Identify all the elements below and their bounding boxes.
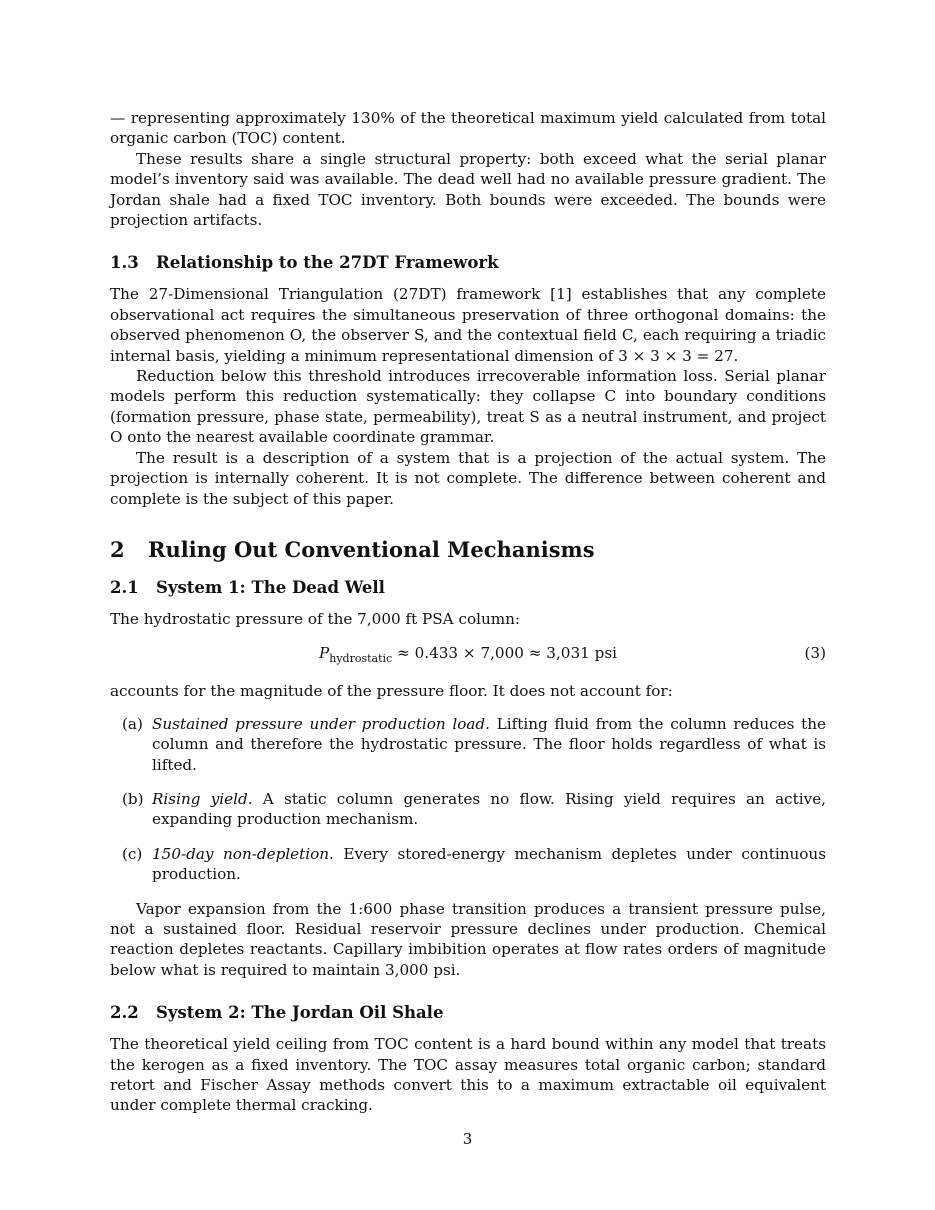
item-label: (c): [122, 844, 143, 863]
section-title: System 1: The Dead Well: [156, 577, 385, 597]
list-item: [110, 789, 826, 830]
item-text: A static column generates no flow. Rising yield requires an active, expanding production mechanism.: [152, 789, 827, 829]
section-number: 2.2: [110, 1003, 139, 1023]
list-item: [110, 714, 826, 775]
equation-lhs: P: [319, 644, 330, 663]
section-title: System 2: The Jordan Oil Shale: [156, 1003, 444, 1023]
section-title: Ruling Out Conventional Mechanisms: [148, 536, 595, 562]
framework-paragraph: The 27-Dimensional Triangulation (27DT) framework [1] establishes that any complete observational act requires the simultaneous preservation of three orthogonal domains: the observed phenomenon O, the observer S, and the contextual field C, each requiring a triadic internal basis, yielding a minimum representational dimension of 3 × 3 × 3 = 27.: [110, 285, 826, 365]
list-item: [110, 844, 826, 885]
equation-body: [319, 643, 617, 669]
item-text: Lifting fluid from the column reduces the column and therefore the hydrostatic pressure. The floor holds regardless of what is lifted.: [152, 714, 826, 774]
projection-paragraph: The result is a description of a system that is a projection of the actual system. The projection is internally coherent. It is not complete. The difference between coherent and complete is the subject of this paper.: [110, 448, 826, 508]
equation-subscript: hydrostatic: [329, 652, 393, 666]
section-heading-2-1: [110, 577, 826, 599]
page-number: 3: [462, 1130, 473, 1148]
vapor-paragraph: Vapor expansion from the 1:600 phase transition produces a transient pressure pulse, not a sustained floor. Residual reservoir pressure declines under production. Chemical reaction depletes reactants. Capillary imbibition operates at flow rates orders of magnitude below what is required to maintain 3,000 psi.: [110, 899, 826, 979]
item-text: Every stored-energy mechanism depletes under continuous production.: [152, 844, 827, 884]
item-lead: 150-day non-depletion.: [152, 844, 334, 863]
toc-paragraph: The theoretical yield ceiling from TOC content is a hard bound within any model that treats the kerogen as a fixed inventory. The TOC assay measures total organic carbon; standard retort and Fischer Assay methods convert this to a maximum extractable oil equivalent under complete thermal cracking.: [110, 1035, 826, 1115]
continued-paragraph: — representing approximately 130% of the theoretical maximum yield calculated from total organic carbon (TOC) content.: [110, 109, 826, 148]
section-heading-2: [110, 537, 826, 563]
paper-page: [110, 108, 826, 1116]
section-number: 2: [110, 536, 125, 562]
item-lead: Rising yield.: [152, 789, 253, 808]
item-label: (a): [122, 714, 143, 733]
section-heading-1-3: [110, 252, 826, 274]
section-title: Relationship to the 27DT Framework: [156, 253, 499, 273]
enumerated-list: [110, 714, 826, 885]
equation-3: [110, 643, 826, 667]
results-paragraph: These results share a single structural property: both exceed what the serial planar model’s inventory said was available. The dead well had no available pressure gradient. The Jordan shale had a fixed TOC inventory. Both bounds were exceeded. The bounds were projection artifacts.: [110, 149, 826, 230]
section-number: 2.1: [110, 577, 139, 597]
item-label: (b): [122, 789, 144, 808]
equation-number: (3): [804, 644, 826, 663]
hydrostatic-lead: The hydrostatic pressure of the 7,000 ft PSA column:: [110, 609, 521, 628]
section-heading-2-2: [110, 1002, 826, 1024]
item-lead: Sustained pressure under production load.: [152, 714, 490, 733]
reduction-paragraph: Reduction below this threshold introduces irrecoverable information loss. Serial planar models perform this reduction systematically: they collapse C into boundary conditions (formation pressure, phase state, permeability), treat S as a neutral instrument, and project O onto the nearest available coordinate grammar.: [110, 367, 826, 447]
accounts-paragraph: accounts for the magnitude of the pressure floor. It does not account for:: [110, 682, 673, 701]
section-number: 1.3: [110, 253, 139, 273]
equation-rhs: ≈ 0.433 × 7,000 ≈ 3,031 psi: [397, 644, 617, 663]
